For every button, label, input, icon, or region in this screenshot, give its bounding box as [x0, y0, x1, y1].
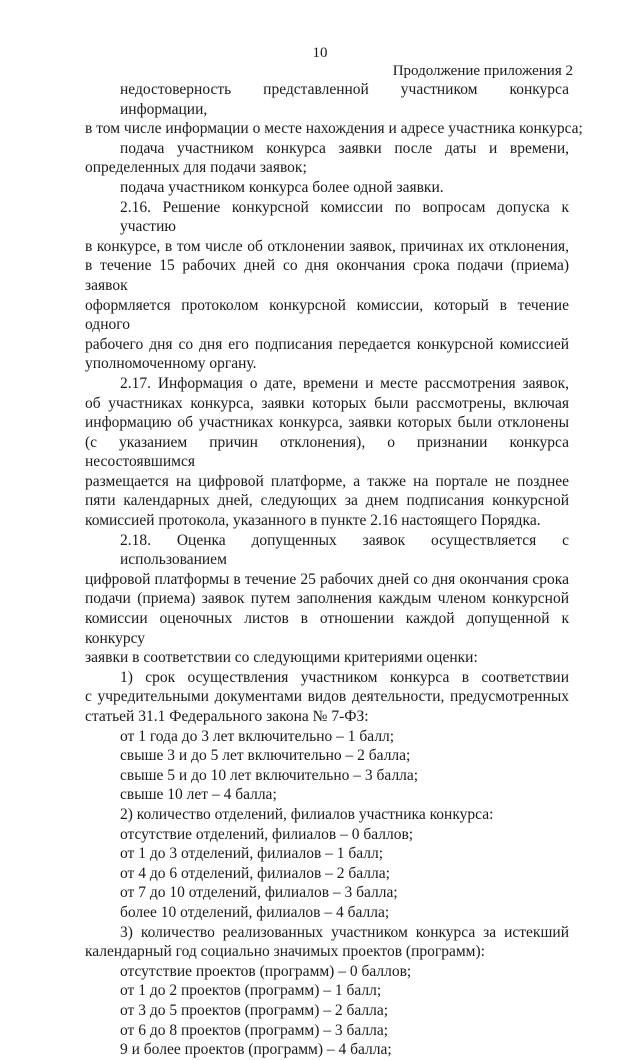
text-line: информацию об участниках конкурса, заявки которых были отклонены [85, 414, 569, 432]
text-line: отсутствие отделений, филиалов – 0 баллов; [120, 825, 414, 843]
text-line: пяти календарных дней, следующих за днем подписания конкурсной [85, 492, 569, 510]
text-line: подача участником конкурса заявки после даты и времени, [120, 139, 569, 157]
appendix-continuation-note: Продолжение приложения 2 [392, 63, 573, 79]
text-line: подача участником конкурса более одной заявки. [120, 178, 444, 196]
text-line: от 6 до 8 проектов (программ) – 3 балла; [120, 1021, 389, 1039]
text-line: об участниках конкурса, заявки которых были рассмотрены, включая [85, 394, 569, 412]
text-line: от 1 до 2 проектов (программ) – 1 балл; [120, 982, 382, 1000]
text-line: в конкурсе, в том числе об отклонении заявок, причинах их отклонения, [85, 237, 569, 255]
text-line: свыше 3 и до 5 лет включительно – 2 балла; [120, 747, 411, 765]
text-line: 1) срок осуществления участником конкурса в соответствии [120, 668, 569, 686]
text-line: 2) количество отделений, филиалов участника конкурса: [120, 805, 494, 823]
text-line: от 1 года до 3 лет включительно – 1 балл; [120, 727, 395, 745]
text-line: от 3 до 5 проектов (программ) – 2 балла; [120, 1001, 389, 1019]
text-line: цифровой платформы в течение 25 рабочих дней со дня окончания срока [85, 570, 569, 588]
text-line: с учредительными документами видов деятельности, предусмотренных [85, 688, 569, 706]
text-line: в течение 15 рабочих дней со дня окончания срока подачи (приема) заявок [85, 257, 569, 294]
text-line: свыше 10 лет – 4 балла; [120, 786, 277, 804]
text-line: уполномоченному органу. [85, 355, 257, 373]
text-line: 9 и более проектов (программ) – 4 балла; [120, 1041, 392, 1059]
text-line: календарный год социально значимых проектов (программ): [85, 943, 485, 961]
text-line: рабочего дня со дня его подписания передается конкурсной комиссией [85, 335, 569, 353]
text-line: размещается на цифровой платформе, а также на портале не позднее [85, 472, 569, 490]
text-line: комиссии оценочных листов в отношении каждой допущенной к конкурсу [85, 610, 569, 647]
text-line: (с указанием причин отклонения), о признании конкурса несостоявшимся [85, 433, 569, 471]
text-line: от 7 до 10 отделений, филиалов – 3 балла; [120, 884, 398, 902]
page-number: 10 [312, 45, 328, 61]
text-line: 2.16. Решение конкурсной комиссии по вопросам допуска к участию [120, 198, 569, 236]
text-line: в том числе информации о месте нахождения и адресе участника конкурса; [85, 120, 583, 138]
text-line: оформляется протоколом конкурсной комиссии, который в течение одного [85, 296, 569, 334]
text-line: 3) количество реализованных участником конкурса за истекший [120, 923, 569, 941]
text-line: статьей 31.1 Федерального закона № 7-ФЗ: [85, 708, 369, 725]
text-line: от 4 до 6 отделений, филиалов – 2 балла; [120, 864, 390, 882]
text-line: 2.18. Оценка допущенных заявок осуществляется с использованием [120, 531, 569, 569]
text-line: более 10 отделений, филиалов – 4 балла; [120, 903, 390, 921]
document-body [85, 80, 583, 1060]
text-line: отсутствие проектов (программ) – 0 баллов; [120, 962, 412, 980]
text-line: определенных для подачи заявок; [85, 159, 307, 177]
text-line: комиссией протокола, указанного в пункте 2.16 настоящего Порядка. [85, 512, 541, 530]
text-line: заявки в соответствии со следующими критериями оценки: [85, 649, 478, 667]
text-line: от 1 до 3 отделений, филиалов – 1 балл; [120, 845, 384, 863]
text-line: 2.17. Информация о дате, времени и месте рассмотрения заявок, [120, 374, 569, 392]
text-line: свыше 5 и до 10 лет включительно – 3 балла; [120, 766, 419, 784]
text-line: подачи (приема) заявок путем заполнения каждым членом конкурсной [85, 590, 569, 608]
text-line: недостоверность представленной участником конкурса информации, [120, 81, 569, 118]
